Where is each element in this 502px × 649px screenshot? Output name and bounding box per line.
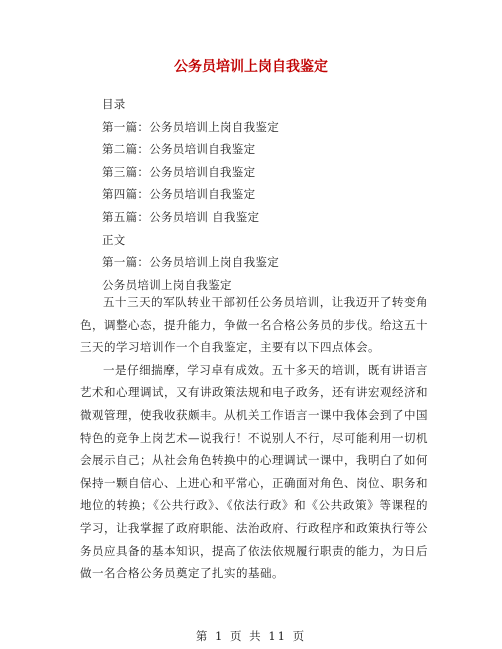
toc-item-1: 第一篇：公务员培训上岗自我鉴定 <box>102 119 279 134</box>
body-heading: 正文 <box>102 232 126 247</box>
document-title: 公务员培训上岗自我鉴定 <box>174 59 328 75</box>
page-footer: 第 1 页 共 11 页 <box>195 629 307 643</box>
paragraph-2: 一是仔细揣摩，学习卓有成效。五十多天的培训，既有讲语言艺术和心理调试，又有讲政策法规和电子政务，还有讲宏观经济和微观管理，使我收获颇丰。从机关工作语言一课中我体会到了中国特色的竞争上岗艺术—说我行！不说别人不行，尽可能利用一切机会展示自己；从社会角色转换中的心理调试一课中，我明白了如何保持一颗自信心、上进心和平常心，正确面对角色、岗位、职务和地位的转换；《公共行政》、《依法行政》和《公共政策》等课程的学习，让我掌握了政府职能、法治政府、行政程序和政策执行等公务员应具备的基本知识，提高了依法依规履行职责的能力，为日后做一名合格公务员奠定了扎实的基础。 <box>80 362 428 581</box>
toc-item-3: 第三篇：公务员培训自我鉴定 <box>102 164 256 179</box>
section-subtitle: 公务员培训上岗自我鉴定 <box>102 277 232 292</box>
toc-item-4: 第四篇：公务员培训自我鉴定 <box>102 187 256 202</box>
paragraph-1: 五十三天的军队转业干部初任公务员培训，让我迈开了转变角色，调整心态，提升能力，争做一名合格公务员的步伐。给这五十三天的学习培训作一个自我鉴定，主要有以下四点体会。 <box>80 295 428 355</box>
section-heading: 第一篇：公务员培训上岗自我鉴定 <box>102 255 279 270</box>
body-text <box>80 291 428 585</box>
toc-item-5: 第五篇：公务员培训 自我鉴定 <box>102 209 260 224</box>
toc-item-2: 第二篇：公务员培训自我鉴定 <box>102 142 256 157</box>
table-of-contents <box>102 93 432 296</box>
toc-heading: 目录 <box>102 97 126 111</box>
